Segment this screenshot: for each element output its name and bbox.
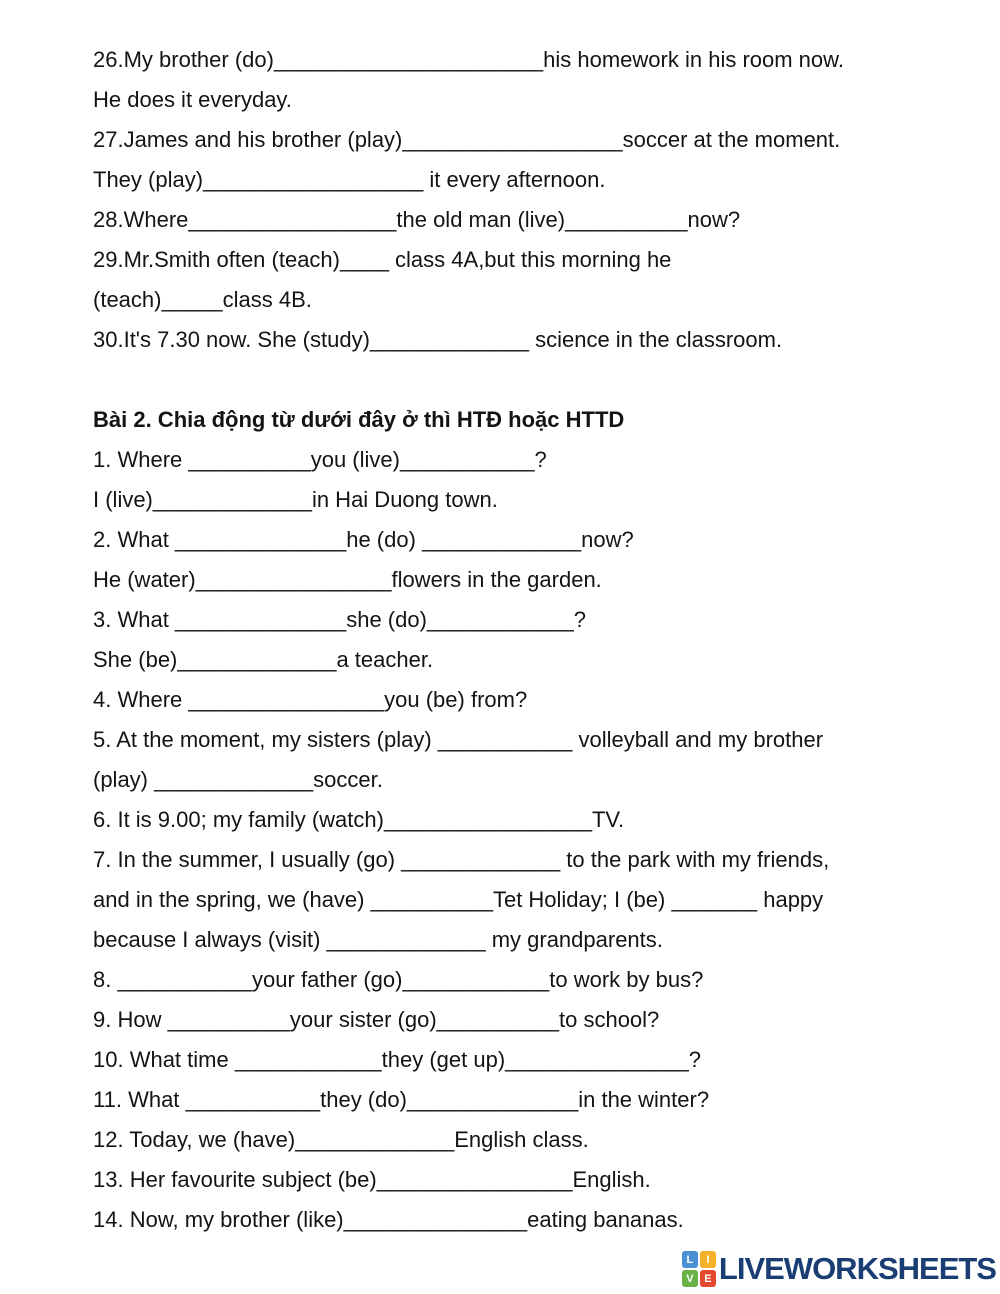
exercise2-line-2b: He (water)________________flowers in the garden. xyxy=(93,567,602,592)
exercise2-line-6: 6. It is 9.00; my family (watch)_________________TV. xyxy=(93,807,625,832)
exercise1-line-30: 30.It's 7.30 now. She (study)_____________ science in the classroom. xyxy=(93,327,783,352)
exercise2-line-5a: 5. At the moment, my sisters (play) ___________ volleyball and my brother xyxy=(93,727,824,752)
exercise1-line-27a: 27.James and his brother (play)__________________soccer at the moment. xyxy=(93,127,841,152)
logo-square-i: I xyxy=(700,1251,716,1268)
exercise2-title: Bài 2. Chia động từ dưới đây ở thì HTĐ hoặc HTTD xyxy=(93,407,625,432)
exercise2-line-5b: (play) _____________soccer. xyxy=(93,767,383,792)
liveworksheets-brand-text: LIVEWORKSHEETS xyxy=(718,1251,996,1286)
exercise2-line-8: 8. ___________your father (go)____________to work by bus? xyxy=(93,967,704,992)
exercise2-line-14: 14. Now, my brother (like)_______________eating bananas. xyxy=(93,1207,684,1232)
exercise2-line-7b: and in the spring, we (have) __________Tet Holiday; I (be) _______ happy xyxy=(93,887,824,912)
exercise1-line-29a: 29.Mr.Smith often (teach)____ class 4A,but this morning he xyxy=(93,247,672,272)
exercise2-line-3a: 3. What ______________she (do)____________? xyxy=(93,607,586,632)
exercise2-line-13: 13. Her favourite subject (be)________________English. xyxy=(93,1167,651,1192)
exercise1-line-26a: 26.My brother (do)______________________his homework in his room now. xyxy=(93,47,844,72)
exercise2-line-7c: because I always (visit) _____________ my grandparents. xyxy=(93,927,663,952)
exercise2-line-11: 11. What ___________they (do)______________in the winter? xyxy=(93,1087,710,1112)
liveworksheets-logo[interactable] xyxy=(682,1251,996,1287)
exercise2-line-12: 12. Today, we (have)_____________English class. xyxy=(93,1127,589,1152)
logo-square-e: E xyxy=(700,1270,716,1287)
exercise2-line-4: 4. Where ________________you (be) from? xyxy=(93,687,528,712)
exercise2-line-3b: She (be)_____________a teacher. xyxy=(93,647,434,672)
exercise1-line-29b: (teach)_____class 4B. xyxy=(93,287,312,312)
logo-square-v: V xyxy=(682,1270,698,1287)
exercise1-line-26b: He does it everyday. xyxy=(93,87,292,112)
exercise1-line-28: 28.Where_________________the old man (live)__________now? xyxy=(93,207,741,232)
exercise2-line-10: 10. What time ____________they (get up)_______________? xyxy=(93,1047,701,1072)
exercise2-line-9: 9. How __________your sister (go)__________to school? xyxy=(93,1007,660,1032)
liveworksheets-icon xyxy=(682,1251,716,1287)
logo-square-l: L xyxy=(682,1251,698,1268)
blank-line xyxy=(93,360,1000,400)
exercise2-line-2a: 2. What ______________he (do) _____________now? xyxy=(93,527,634,552)
exercise2-line-7a: 7. In the summer, I usually (go) _____________ to the park with my friends, xyxy=(93,847,830,872)
exercise2-line-1b: I (live)_____________in Hai Duong town. xyxy=(93,487,498,512)
exercise2-line-1a: 1. Where __________you (live)___________? xyxy=(93,447,547,472)
worksheet-content xyxy=(93,40,1000,1240)
exercise1-line-27b: They (play)__________________ it every afternoon. xyxy=(93,167,606,192)
